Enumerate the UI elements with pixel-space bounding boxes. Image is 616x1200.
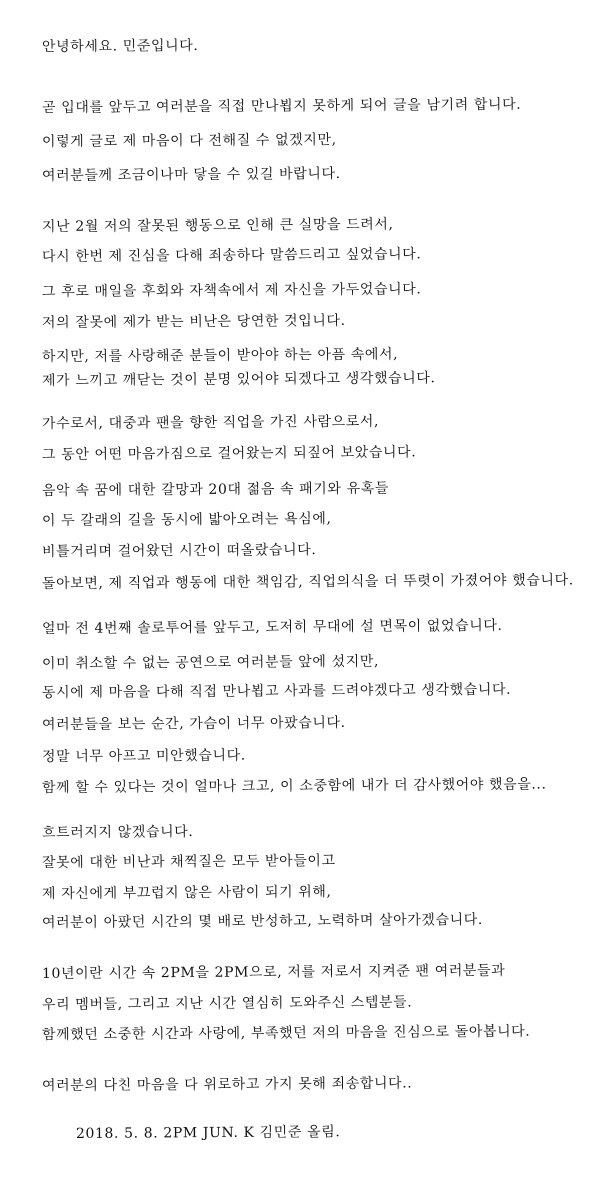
letter-line: 음악 속 꿈에 대한 갈망과 20대 젊음 속 패기와 유혹들 [41,480,390,499]
letter-line: 여러분이 아팠던 시간의 몇 배로 반성하고, 노력하며 살아가겠습니다. [41,911,483,931]
letter-line: 저의 잘못에 제가 받는 비난은 당연한 것입니다. [41,312,346,331]
letter-line: 얼마 전 4번째 솔로투어를 앞두고, 도저히 무대에 설 면목이 없었습니다. [41,617,503,637]
letter-line: 흐트러지지 않겠습니다. [41,823,194,841]
letter-line: 이 두 갈래의 길을 동시에 밟아오려는 욕심에, [41,510,332,529]
letter-line: 동시에 제 마음을 다해 직접 만나뵙고 사과를 드려야겠다고 생각했습니다. [41,681,512,701]
letter-line: 가수로서, 대중과 팬을 향한 직업을 가진 사람으로서, [41,413,380,432]
letter-line: 제 자신에게 부끄럽지 않은 사람이 되기 위해, [41,883,332,902]
letter-line: 함께 할 수 있다는 것이 얼마나 크고, 이 소중함에 내가 더 감사했어야 했음을... [41,776,547,796]
letter-line: 잘못에 대한 비난과 채찍질은 모두 받아들이고 [41,852,336,871]
letter-line: 돌아보면, 제 직업과 행동에 대한 책임감, 직업의식을 더 뚜렷이 가졌어야 했습니다. [41,572,574,592]
letter-line: 곧 입대를 앞두고 여러분을 직접 만나뵙지 못하게 되어 글을 남기려 합니다. [41,96,522,116]
letter-line: 정말 너무 아프고 미안했습니다. [41,747,246,765]
letter-line: 다시 한번 제 진심을 다해 죄송하다 말씀드리고 싶었습니다. [41,246,422,265]
letter-line: 그 후로 매일을 후회와 자책속에서 제 자신을 가두었습니다. [41,281,422,300]
letter-line: 함께했던 소중한 시간과 사랑에, 부족했던 저의 마음을 진심으로 돌아봅니다. [41,1023,531,1043]
letter-line: 10년이란 시간 속 2PM을 2PM으로, 저를 저로서 지켜준 팬 여러분들과 [41,962,506,982]
letter-line: 이미 취소할 수 없는 공연으로 여러분들 앞에 섰지만, [41,653,380,672]
greeting: 안녕하세요. 민준입니다. [41,37,199,55]
letter-line: 이렇게 글로 제 마음이 다 전해질 수 없겠지만, [41,131,337,150]
letter-line: 하지만, 저를 사랑해준 분들이 받아야 하는 아픔 속에서, [41,346,399,365]
letter-line: 여러분들을 보는 순간, 가슴이 너무 아팠습니다. [41,714,346,733]
letter-line: 그 동안 어떤 마음가짐으로 걸어왔는지 되짚어 보았습니다. [41,444,417,463]
letter-line: 비틀거리며 걸어왔던 시간이 떠올랐습니다. [41,542,317,560]
letter-line: 지난 2월 저의 잘못된 행동으로 인해 큰 실망을 드려서, [41,216,394,235]
letter-line: 여러분들께 조금이나마 닿을 수 있길 바랍니다. [41,165,341,184]
letter-line: 제가 느끼고 깨닫는 것이 분명 있어야 되겠다고 생각했습니다. [41,370,436,389]
letter-line: 여러분의 다친 마음을 다 위로하고 가지 못해 죄송합니다.. [41,1075,413,1094]
signature: 2018. 5. 8. 2PM JUN. K 김민준 올림. [75,1124,341,1142]
letter-line: 우리 멤버들, 그리고 지난 시간 열심히 도와주신 스텝분들. [41,994,413,1013]
